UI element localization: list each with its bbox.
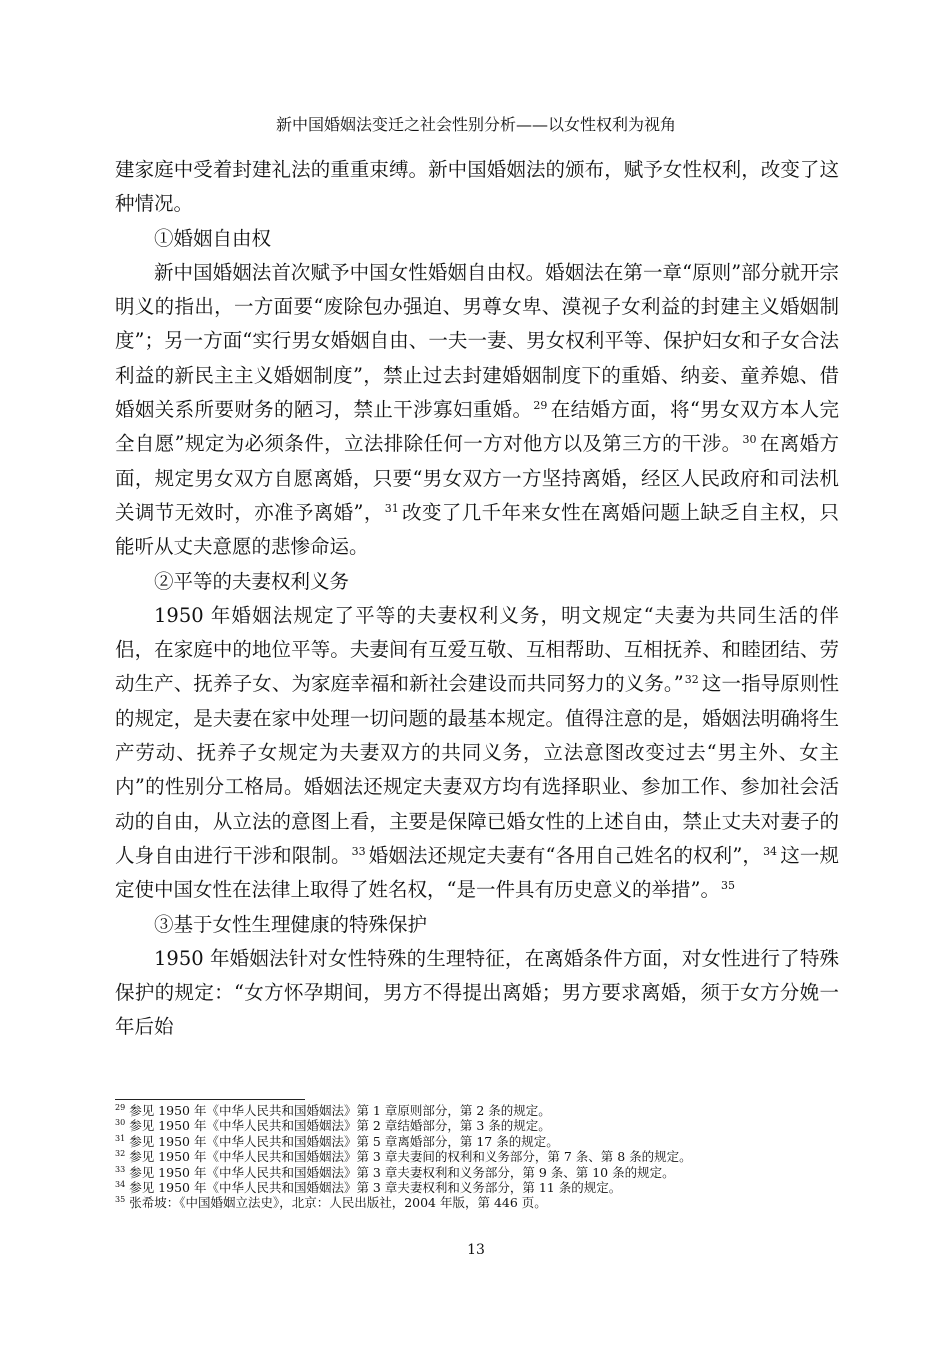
page-number: 13: [467, 1242, 485, 1258]
footnote-number: 34: [115, 1180, 126, 1190]
main-text: [115, 153, 839, 1045]
footnote-ref[interactable]: 35: [720, 879, 735, 893]
footnote-text: 参见 1950 年《中华人民共和国婚姻法》第 2 章结婚部分，第 3 条的规定。: [129, 1118, 551, 1134]
text-run: 改变了几千年来女性在离婚问题上缺乏自主权，只能听从丈夫意愿的悲惨命运。: [115, 500, 839, 559]
footnote-text: 参见 1950 年《中华人民共和国婚姻法》第 1 章原则部分，第 2 条的规定。: [129, 1103, 551, 1118]
paragraph: [115, 599, 839, 908]
footnote-item: [115, 1165, 839, 1180]
paragraph: 建家庭中受着封建礼法的重重束缚。新中国婚姻法的颁布，赋予女性权利，改变了这种情况。: [115, 158, 839, 216]
footnote-text: 参见 1950 年《中华人民共和国婚姻法》第 5 章离婚部分，第 17 条的规定。: [129, 1133, 559, 1149]
footnote-text: 张希坡：《中国婚姻立法史》，北京：人民出版社，2004 年版，第 446 页。: [129, 1195, 547, 1211]
footnote-number: 32: [115, 1149, 126, 1159]
footnote-item: [115, 1180, 839, 1195]
footnote-item: [115, 1195, 839, 1210]
footnote-number: 35: [115, 1195, 126, 1205]
text-run: 1950 年婚姻法规定了平等的夫妻权利义务，明文规定“夫妻为共同生活的伴侣，在家庭中的地位平等。夫妻间有互爱互敬、互相帮助、互相抚养、和睦团结、劳动生产、抚养子女、为家庭幸福和新社会建设而共同努力的义务。”: [115, 603, 839, 696]
text-run: 在结婚方面，将“男女双方本人完全自愿”规定为必须条件，立法排除任何一方对他方以及第三方的干涉。: [115, 398, 839, 456]
footnote-separator: [115, 1099, 305, 1100]
footnotes: [115, 1103, 839, 1211]
footnote-ref[interactable]: 32: [684, 673, 699, 687]
footnote-number: 30: [115, 1118, 126, 1128]
section-heading-special-protection: ③基于女性生理健康的特殊保护: [154, 912, 428, 936]
paragraph: [115, 256, 839, 565]
text-run: 新中国婚姻法首次赋予中国女性婚姻自由权。婚姻法在第一章“原则”部分就开宗明义的指出，一方面要“废除包办强迫、男尊女卑、漠视子女利益的封建主义婚姻制度”；另一方面“实行男女婚姻自由、一夫一妻、男女权利平等、保护妇女和子女合法利益的新民主主义婚姻制度”，禁止过去封建婚姻制度下的重婚、纳妾、童养媳、借婚姻关系所要财务的陋习，禁止干涉寡妇重婚。: [115, 260, 839, 422]
running-header: 新中国婚姻法变迁之社会性别分析——以女性权利为视角: [275, 115, 676, 134]
footnote-ref[interactable]: 31: [384, 501, 399, 515]
footnote-item: [115, 1118, 839, 1133]
footnote-text: 参见 1950 年《中华人民共和国婚姻法》第 3 章夫妻权利和义务部分，第 9 条、第 10 条的规定。: [129, 1164, 675, 1180]
text-run: 在离婚方面，规定男女双方自愿离婚，只要“男女双方一方坚持离婚，经区人民政府和司法机关调节无效时，亦准予离婚”，: [115, 432, 839, 524]
footnote-item: [115, 1149, 839, 1164]
footnote-item: [115, 1103, 839, 1118]
text-run: 这一指导原则性的规定，是夫妻在家中处理一切问题的最基本规定。值得注意的是，婚姻法明确将生产劳动、抚养子女规定为夫妻双方的共同义务，立法意图改变过去“男主外、女主内”的性别分工格局。婚姻法还规定夫妻双方均有选择职业、参加工作、参加社会活动的自由，从立法的意图上看，主要是保障已婚女性的上述自由，禁止丈夫对妻子的人身自由进行干涉和限制。: [115, 672, 839, 867]
footnote-ref[interactable]: 33: [351, 844, 366, 858]
text-run: 这一规定使中国女性在法律上取得了姓名权，“是一件具有历史意义的举措”。: [115, 843, 839, 902]
footnote-number: 29: [115, 1103, 126, 1112]
text-run: 婚姻法还规定夫妻有“各用自己姓名的权利”，: [368, 843, 763, 867]
section-heading-equal-rights: ②平等的夫妻权利义务: [154, 569, 350, 593]
footnote-number: 31: [115, 1133, 126, 1143]
footnote-ref[interactable]: 34: [763, 844, 778, 858]
footnote-ref[interactable]: 29: [533, 399, 548, 413]
footnote-number: 33: [115, 1164, 126, 1174]
footnote-item: [115, 1134, 839, 1149]
footnote-ref[interactable]: 30: [742, 433, 757, 447]
paragraph: 1950 年婚姻法针对女性特殊的生理特征，在离婚条件方面，对女性进行了特殊保护的规定：“女方怀孕期间，男方不得提出离婚；男方要求离婚，须于女方分娩一年后始: [115, 946, 839, 1039]
section-heading-marriage-freedom: ①婚姻自由权: [154, 226, 272, 250]
footnote-text: 参见 1950 年《中华人民共和国婚姻法》第 3 章夫妻间的权利和义务部分，第 7 条、第 8 条的规定。: [129, 1149, 692, 1165]
footnote-text: 参见 1950 年《中华人民共和国婚姻法》第 3 章夫妻权利和义务部分，第 11 条的规定。: [129, 1180, 622, 1196]
